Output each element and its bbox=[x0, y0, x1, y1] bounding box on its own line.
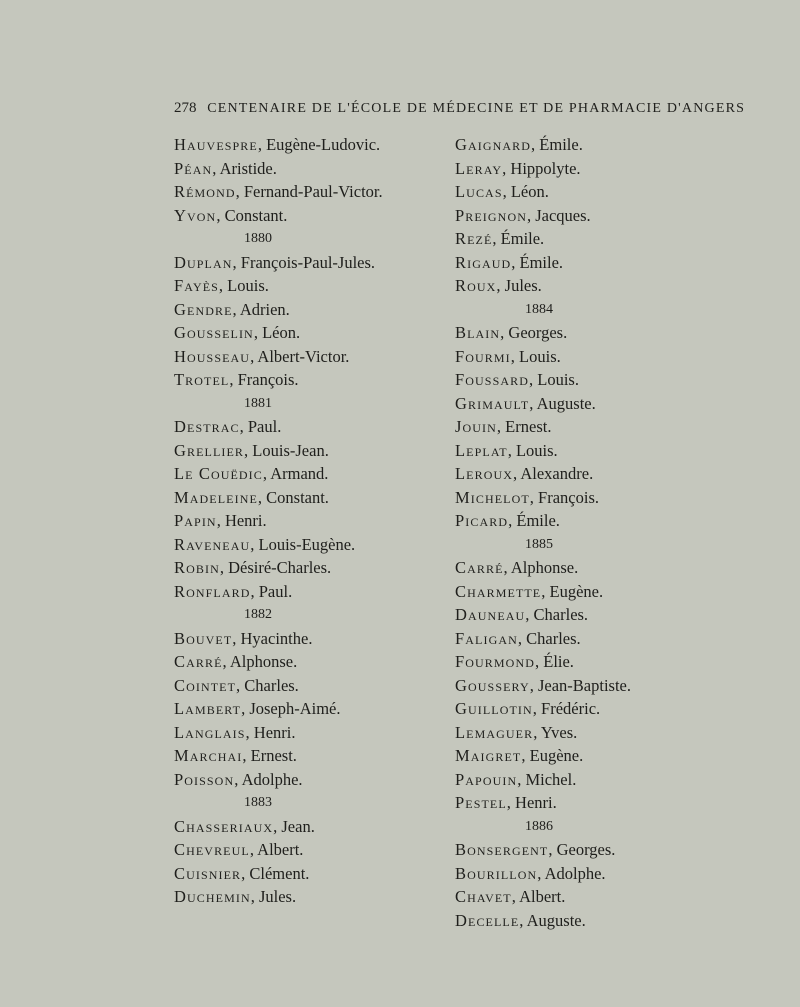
separator: , bbox=[262, 464, 271, 483]
given-names: Alphonse. bbox=[229, 652, 298, 671]
given-names: Clément. bbox=[249, 863, 310, 883]
given-names: Adrien. bbox=[239, 299, 290, 319]
name-entry bbox=[174, 157, 424, 181]
separator: , bbox=[250, 887, 259, 906]
name-entry bbox=[174, 415, 424, 439]
surname: Blain bbox=[455, 323, 501, 342]
given-names: Hyacinthe. bbox=[240, 628, 313, 648]
separator: , bbox=[519, 910, 527, 930]
surname: Carré bbox=[174, 652, 223, 671]
given-names: Constant. bbox=[266, 487, 329, 507]
separator: , bbox=[529, 370, 538, 389]
given-names: Jacques. bbox=[535, 205, 591, 225]
separator: , bbox=[532, 699, 542, 718]
given-names: Émile. bbox=[519, 252, 564, 272]
given-names: Paul. bbox=[258, 581, 293, 601]
name-entry bbox=[455, 462, 705, 486]
name-entry bbox=[174, 439, 424, 463]
name-entry bbox=[455, 204, 705, 228]
separator: , bbox=[508, 511, 517, 530]
name-entry bbox=[455, 674, 705, 698]
left-column bbox=[174, 133, 424, 909]
page-number: 278 bbox=[174, 100, 197, 116]
name-entry bbox=[174, 815, 424, 839]
surname: Cointet bbox=[174, 675, 237, 695]
given-names: Albert. bbox=[519, 887, 566, 906]
separator: , bbox=[502, 158, 511, 178]
separator: , bbox=[257, 135, 267, 154]
separator: , bbox=[273, 816, 282, 836]
surname: Chavet bbox=[455, 887, 512, 906]
name-entry bbox=[455, 838, 705, 862]
name-entry bbox=[174, 251, 424, 275]
surname: Housseau bbox=[174, 346, 251, 366]
separator: , bbox=[506, 793, 516, 812]
given-names: Georges. bbox=[508, 323, 568, 342]
separator: , bbox=[245, 722, 254, 742]
given-names: François-Paul-Jules. bbox=[240, 252, 376, 272]
surname: Michelot bbox=[455, 487, 530, 507]
separator: , bbox=[232, 252, 241, 272]
separator: , bbox=[234, 769, 242, 789]
surname: Foussard bbox=[455, 370, 529, 389]
separator: , bbox=[517, 769, 526, 789]
surname: Yvon bbox=[174, 205, 217, 225]
surname: Goussery bbox=[455, 675, 530, 695]
given-names: Louis. bbox=[227, 276, 269, 295]
name-entry bbox=[455, 321, 705, 345]
given-names: Émile. bbox=[500, 229, 545, 248]
separator: , bbox=[236, 675, 245, 695]
separator: , bbox=[232, 628, 241, 648]
name-entry bbox=[174, 509, 424, 533]
name-entry bbox=[455, 697, 705, 721]
year-heading: 1885 bbox=[525, 536, 553, 552]
separator: , bbox=[526, 205, 536, 225]
given-names: Eugène. bbox=[549, 581, 604, 601]
separator: , bbox=[241, 699, 250, 718]
surname: Fourmond bbox=[455, 652, 535, 671]
separator: , bbox=[513, 464, 521, 483]
surname: Bouvet bbox=[174, 628, 233, 648]
given-names: Frédéric. bbox=[541, 699, 601, 718]
surname: Picard bbox=[455, 511, 509, 530]
given-names: Jean. bbox=[281, 816, 315, 836]
surname: Bonsergent bbox=[455, 840, 549, 859]
name-entry bbox=[174, 862, 424, 886]
separator: , bbox=[510, 346, 520, 366]
surname: Faligan bbox=[455, 628, 518, 648]
name-entry bbox=[174, 768, 424, 792]
given-names: Jules. bbox=[504, 276, 542, 295]
given-names: Léon. bbox=[510, 182, 549, 201]
given-names: Armand. bbox=[270, 464, 329, 483]
surname: Duchemin bbox=[174, 887, 251, 906]
given-names: Joseph-Aimé. bbox=[249, 699, 341, 718]
name-entry bbox=[455, 509, 705, 533]
given-names: Jean-Baptiste. bbox=[537, 675, 631, 695]
name-entry bbox=[174, 462, 424, 486]
given-names: Albert. bbox=[257, 840, 304, 859]
separator: , bbox=[216, 511, 225, 530]
given-names: Constant. bbox=[224, 205, 288, 225]
surname: Papouin bbox=[455, 769, 518, 789]
separator: , bbox=[232, 299, 240, 319]
given-names: Auguste. bbox=[526, 910, 586, 930]
given-names: Charles. bbox=[526, 628, 581, 648]
surname: Rémond bbox=[174, 182, 236, 201]
given-names: Charles. bbox=[533, 605, 589, 624]
surname: Lemaguer bbox=[455, 722, 534, 742]
given-names: Auguste. bbox=[536, 393, 596, 413]
name-entry bbox=[455, 486, 705, 510]
separator: , bbox=[242, 746, 251, 765]
given-names: Georges. bbox=[556, 840, 616, 859]
separator: , bbox=[212, 158, 220, 178]
surname: Bourillon bbox=[455, 863, 538, 883]
separator: , bbox=[511, 887, 520, 906]
separator: , bbox=[218, 276, 228, 295]
given-names: Eugène-Ludovic. bbox=[266, 135, 381, 154]
separator: , bbox=[244, 440, 253, 460]
separator: , bbox=[229, 370, 238, 389]
surname: Le Couëdic bbox=[174, 464, 263, 483]
surname: Duplan bbox=[174, 252, 233, 272]
name-entry bbox=[174, 486, 424, 510]
separator: , bbox=[503, 558, 511, 577]
given-names: Eugène. bbox=[529, 746, 584, 765]
separator: , bbox=[241, 863, 250, 883]
surname: Papin bbox=[174, 511, 217, 530]
given-names: Charles. bbox=[244, 675, 299, 695]
separator: , bbox=[496, 276, 505, 295]
surname: Lucas bbox=[455, 182, 503, 201]
given-names: Louis. bbox=[519, 346, 561, 366]
name-entry bbox=[174, 204, 424, 228]
separator: , bbox=[531, 135, 540, 154]
name-entry bbox=[455, 909, 705, 933]
separator: , bbox=[541, 581, 550, 601]
surname: Carré bbox=[455, 558, 504, 577]
given-names: Louis-Eugène. bbox=[258, 534, 356, 554]
given-names: Ernest. bbox=[250, 746, 297, 765]
name-entry bbox=[455, 744, 705, 768]
given-names: Adolphe. bbox=[241, 769, 303, 789]
name-entry bbox=[174, 133, 424, 157]
separator: , bbox=[250, 534, 259, 554]
name-entry bbox=[455, 603, 705, 627]
given-names: Paul. bbox=[247, 417, 282, 436]
given-names: Hippolyte. bbox=[510, 158, 581, 178]
separator: , bbox=[529, 487, 539, 507]
separator: , bbox=[525, 605, 534, 624]
given-names: Alphonse. bbox=[510, 558, 579, 577]
name-entry bbox=[174, 180, 424, 204]
surname: Hauvespre bbox=[174, 135, 258, 154]
year-heading: 1886 bbox=[525, 818, 553, 834]
surname: Grimault bbox=[455, 393, 530, 413]
name-entry bbox=[455, 345, 705, 369]
surname: Raveneau bbox=[174, 534, 251, 554]
surname: Pestel bbox=[455, 793, 507, 812]
surname: Robin bbox=[174, 558, 220, 577]
name-entry bbox=[455, 133, 705, 157]
name-entry bbox=[174, 321, 424, 345]
name-entry bbox=[174, 838, 424, 862]
surname: Trotel bbox=[174, 370, 230, 389]
surname: Grellier bbox=[174, 440, 245, 460]
given-names: Ernest. bbox=[505, 417, 552, 436]
name-entry bbox=[174, 298, 424, 322]
surname: Fayès bbox=[174, 276, 219, 295]
surname: Chevreul bbox=[174, 840, 250, 859]
running-title: CENTENAIRE DE L'ÉCOLE DE MÉDECINE ET DE PHARMACIE D'ANGERS bbox=[207, 101, 746, 116]
separator: , bbox=[533, 722, 541, 742]
separator: , bbox=[517, 628, 527, 648]
surname: Lambert bbox=[174, 699, 242, 718]
surname: Gendre bbox=[174, 299, 233, 319]
surname: Charmette bbox=[455, 581, 542, 601]
separator: , bbox=[222, 652, 230, 671]
surname: Leray bbox=[455, 158, 503, 178]
surname: Preignon bbox=[455, 205, 527, 225]
given-names: François. bbox=[538, 487, 599, 507]
name-entry bbox=[455, 227, 705, 251]
name-entry bbox=[455, 392, 705, 416]
surname: Rigaud bbox=[455, 252, 512, 272]
name-entry bbox=[455, 415, 705, 439]
name-entry bbox=[174, 885, 424, 909]
name-entry bbox=[174, 368, 424, 392]
separator: , bbox=[216, 205, 225, 225]
given-names: François. bbox=[237, 370, 299, 389]
given-names: Émile. bbox=[516, 511, 560, 530]
given-names: Léon. bbox=[262, 323, 301, 342]
surname: Decelle bbox=[455, 910, 520, 930]
given-names: Louis. bbox=[515, 440, 558, 460]
surname: Madeleine bbox=[174, 487, 258, 507]
given-names: Louis. bbox=[537, 370, 579, 389]
given-names: Yves. bbox=[540, 722, 578, 742]
name-entry bbox=[455, 768, 705, 792]
name-entry bbox=[174, 744, 424, 768]
year-heading: 1882 bbox=[244, 607, 272, 622]
name-entry bbox=[455, 439, 705, 463]
name-entry bbox=[174, 697, 424, 721]
name-entry bbox=[174, 650, 424, 674]
surname: Ronflard bbox=[174, 581, 251, 601]
surname: Guillotin bbox=[455, 699, 533, 718]
separator: , bbox=[249, 840, 258, 859]
given-names: Henri. bbox=[253, 722, 296, 742]
separator: , bbox=[250, 581, 259, 601]
given-names: Henri. bbox=[224, 511, 267, 530]
name-entry bbox=[455, 791, 705, 815]
name-entry bbox=[455, 862, 705, 886]
given-names: Aristide. bbox=[219, 158, 277, 178]
name-entry bbox=[455, 368, 705, 392]
given-names: Élie. bbox=[543, 652, 574, 671]
surname: Fourmi bbox=[455, 346, 511, 366]
separator: , bbox=[235, 182, 244, 201]
name-entry bbox=[174, 345, 424, 369]
surname: Langlais bbox=[174, 722, 246, 742]
running-header bbox=[174, 100, 794, 117]
given-names: Albert-Victor. bbox=[257, 346, 350, 366]
surname: Marchai bbox=[174, 746, 243, 765]
name-entry bbox=[455, 157, 705, 181]
surname: Péan bbox=[174, 158, 213, 178]
surname: Gaignard bbox=[455, 135, 532, 154]
name-entry bbox=[174, 721, 424, 745]
separator: , bbox=[253, 323, 263, 342]
separator: , bbox=[534, 652, 544, 671]
separator: , bbox=[500, 323, 509, 342]
year-heading: 1881 bbox=[244, 395, 272, 411]
given-names: Émile. bbox=[539, 135, 583, 154]
separator: , bbox=[492, 229, 501, 248]
surname: Gousselin bbox=[174, 323, 254, 342]
surname: Jouin bbox=[455, 417, 497, 436]
separator: , bbox=[239, 417, 248, 436]
year-heading: 1884 bbox=[525, 301, 553, 317]
separator: , bbox=[502, 182, 511, 201]
name-entry bbox=[174, 627, 424, 651]
given-names: Adolphe. bbox=[544, 863, 606, 883]
year-heading: 1880 bbox=[244, 231, 272, 246]
name-entry bbox=[174, 274, 424, 298]
given-names: Louis-Jean. bbox=[252, 440, 329, 460]
given-names: Alexandre. bbox=[520, 464, 594, 483]
surname: Chasseriaux bbox=[174, 816, 274, 836]
separator: , bbox=[511, 252, 520, 272]
name-entry bbox=[455, 180, 705, 204]
separator: , bbox=[529, 675, 538, 695]
name-entry bbox=[174, 556, 424, 580]
separator: , bbox=[219, 558, 229, 577]
name-entry bbox=[455, 556, 705, 580]
surname: Destrac bbox=[174, 417, 240, 436]
surname: Leroux bbox=[455, 464, 514, 483]
name-entry bbox=[455, 251, 705, 275]
name-entry bbox=[455, 650, 705, 674]
right-column bbox=[455, 133, 705, 932]
year-heading: 1883 bbox=[244, 795, 272, 810]
surname: Roux bbox=[455, 276, 497, 295]
separator: , bbox=[521, 746, 530, 765]
separator: , bbox=[250, 346, 258, 366]
name-entry bbox=[455, 721, 705, 745]
name-entry bbox=[174, 580, 424, 604]
separator: , bbox=[496, 417, 506, 436]
given-names: Michel. bbox=[525, 769, 577, 789]
surname: Leplat bbox=[455, 440, 508, 460]
surname: Poisson bbox=[174, 769, 235, 789]
separator: , bbox=[507, 440, 516, 460]
name-entry bbox=[455, 580, 705, 604]
given-names: Fernand-Paul-Victor. bbox=[243, 182, 383, 201]
name-entry bbox=[174, 533, 424, 557]
separator: , bbox=[537, 863, 545, 883]
separator: , bbox=[529, 393, 537, 413]
given-names: Désiré-Charles. bbox=[228, 558, 332, 577]
separator: , bbox=[548, 840, 557, 859]
surname: Dauneau bbox=[455, 605, 526, 624]
surname: Rezé bbox=[455, 229, 493, 248]
surname: Maigret bbox=[455, 746, 522, 765]
given-names: Jules. bbox=[258, 887, 297, 906]
given-names: Henri. bbox=[515, 793, 557, 812]
surname: Cuisnier bbox=[174, 863, 242, 883]
name-entry bbox=[455, 274, 705, 298]
name-entry bbox=[174, 674, 424, 698]
name-entry bbox=[455, 885, 705, 909]
separator: , bbox=[257, 487, 267, 507]
name-entry bbox=[455, 627, 705, 651]
